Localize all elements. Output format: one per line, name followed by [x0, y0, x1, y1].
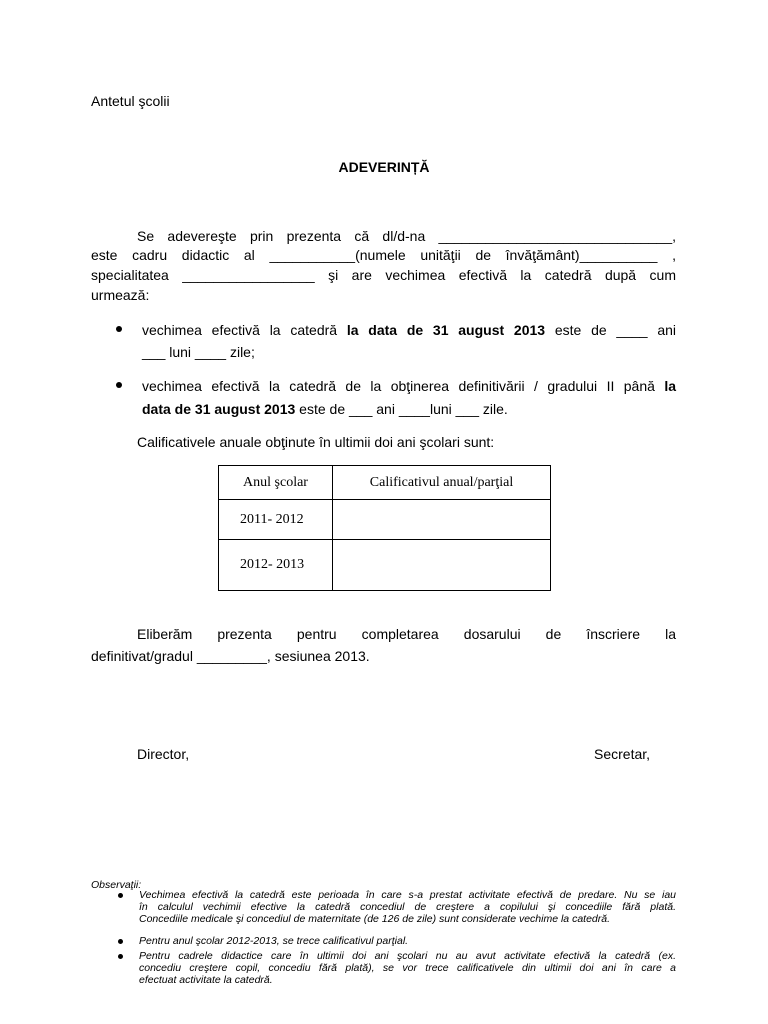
observation-1-line-3: Concediile medicale şi concediul de maternitate (de 126 de zile) sunt considerate vechime la catedră. [139, 913, 611, 925]
table-header-row [219, 466, 551, 500]
table-row [219, 500, 551, 540]
intro-line-1: Se adevereşte prin prezenta că dl/d-na ______________________________, [137, 228, 676, 244]
grades-table [218, 465, 551, 591]
grades-intro: Calificativele anuale obţinute în ultimii doi ani şcolari sunt: [137, 434, 495, 450]
bullet-2-line-2: data de 31 august 2013 este de ___ ani ____luni ___ zile. [142, 401, 508, 417]
table-cell-year: 2012- 2013 [219, 540, 333, 591]
document-title: ADEVERINȚĂ [338, 159, 430, 175]
bullet-marker [118, 939, 123, 944]
observation-3-line-1: Pentru cadrele didactice care în ultimii doi ani şcolari nu au avut activitate efectivă la catedră (ex. [139, 950, 676, 962]
observation-3-line-2: concediu creştere copil, concediu fără plată), se vor trece calificativele din ultimii doi ani în care a [139, 962, 676, 974]
table-cell-grade [333, 500, 551, 540]
observations-label: Observaţii: [91, 879, 142, 891]
observation-1-line-1: Vechimea efectivă la catedră este perioada în care s-a prestat activitate efectivă de predare. Nu se iau [139, 889, 676, 901]
closing-line-2: definitivat/gradul _________, sesiunea 2013. [91, 648, 370, 664]
bullet-1-date: la data de 31 august 2013 [346, 322, 546, 338]
bullet-1-line-2: ___ luni ____ zile; [142, 344, 255, 360]
intro-line-2: este cadru didactic al ___________(numele unităţii de învăţământ)__________ , [91, 247, 676, 263]
table-header-grade: Calificativul anual/parţial [333, 466, 551, 500]
school-header: Antetul şcolii [91, 93, 170, 109]
intro-line-4: urmează: [91, 287, 150, 303]
bullet-marker [118, 954, 123, 959]
bullet-1-line-1: vechimea efectivă la catedră la data de 31 august 2013 este de ____ ani [142, 322, 677, 338]
secretary-signature: Secretar, [594, 746, 651, 762]
bullet-marker [118, 893, 123, 898]
table-cell-year: 2011- 2012 [219, 500, 333, 540]
observation-3-line-3: efectuat activitate la catedră. [139, 974, 273, 986]
bullet-marker [116, 326, 122, 332]
bullet-2-date: data de 31 august 2013 [142, 401, 296, 417]
director-signature: Director, [137, 746, 190, 762]
observation-1-line-2: în calculul vechimii efective la catedră concediul de creştere a copilului şi concediile fără plată. [139, 901, 676, 913]
bullet-2-line-1: vechimea efectivă la catedră de la obţinerea definitivării / gradului II până la [142, 378, 676, 394]
table-header-year: Anul şcolar [219, 466, 333, 500]
intro-line-3: specialitatea _________________ şi are vechimea efectivă la catedră după cum [91, 267, 676, 283]
bullet-marker [116, 382, 122, 388]
table-cell-grade [333, 540, 551, 591]
table-row [219, 540, 551, 591]
closing-line-1: Eliberăm prezenta pentru completarea dosarului de înscriere la [137, 626, 676, 642]
observation-2-line-1: Pentru anul şcolar 2012-2013, se trece calificativul parţial. [139, 935, 409, 947]
